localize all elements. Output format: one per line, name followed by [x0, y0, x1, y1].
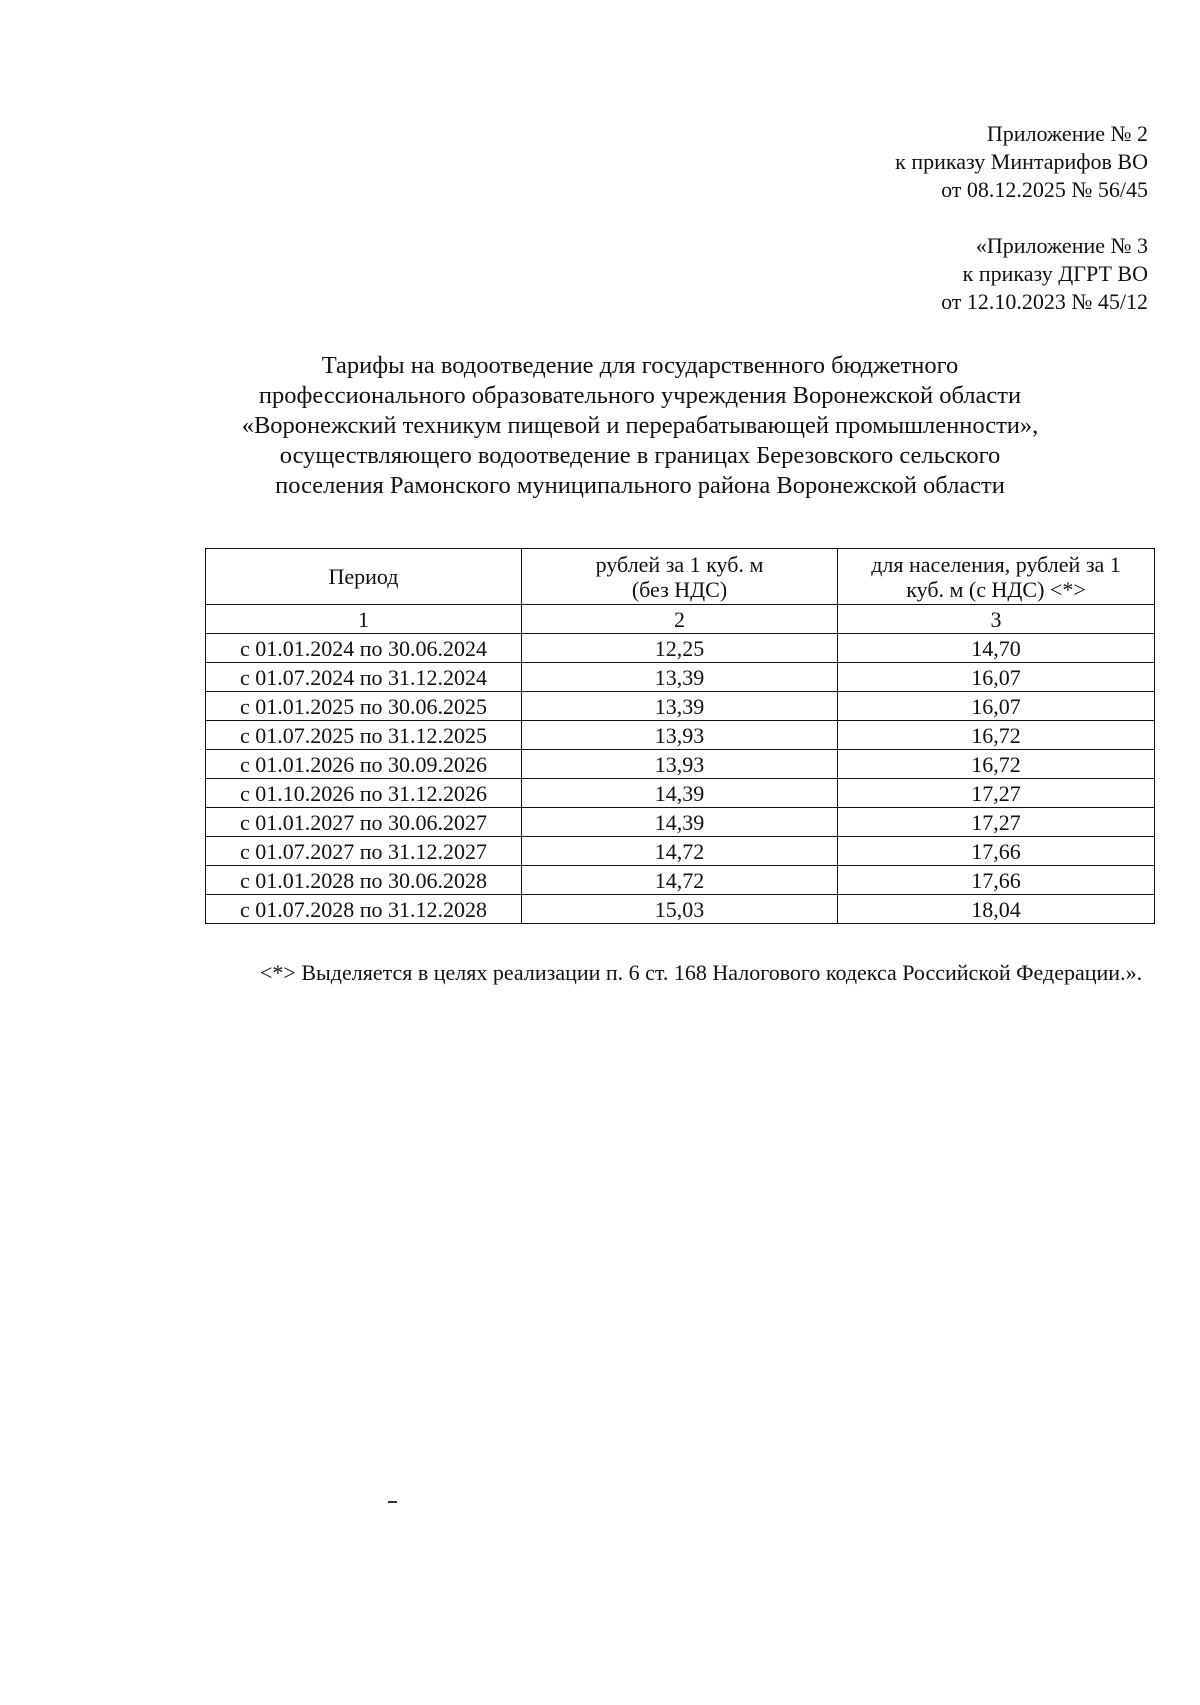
document-title [180, 351, 1100, 501]
header-rate-no-vat-line: рублей за 1 куб. м [595, 551, 764, 577]
table-row [206, 895, 1155, 924]
header-rate-no-vat [522, 549, 838, 605]
cell-period: с 01.01.2027 по 30.06.2027 [206, 808, 522, 837]
cell-no-vat: 14,72 [522, 837, 838, 866]
cell-period: с 01.01.2028 по 30.06.2028 [206, 866, 522, 895]
cell-population: 16,72 [838, 721, 1155, 750]
cell-population: 17,66 [838, 866, 1155, 895]
tariff-table [205, 548, 1155, 924]
table-row [206, 779, 1155, 808]
table-header-row [206, 549, 1155, 605]
annex-2-header [895, 120, 1148, 204]
cell-population: 17,27 [838, 779, 1155, 808]
cell-no-vat: 13,39 [522, 692, 838, 721]
title-line: профессионального образовательного учреждения Воронежской области [258, 382, 1022, 409]
title-line: осуществляющего водоотведение в границах Березовского сельского [279, 442, 1001, 469]
cell-population: 14,70 [838, 634, 1155, 663]
cell-period: с 01.01.2025 по 30.06.2025 [206, 692, 522, 721]
cell-population: 18,04 [838, 895, 1155, 924]
cell-no-vat: 12,25 [522, 634, 838, 663]
table-row [206, 692, 1155, 721]
annex-3-header [941, 232, 1148, 316]
cell-period: с 01.07.2027 по 31.12.2027 [206, 837, 522, 866]
annex-2-order: к приказу Минтарифов ВО [895, 149, 1148, 174]
column-number: 2 [522, 605, 838, 634]
table-row [206, 750, 1155, 779]
cell-population: 16,72 [838, 750, 1155, 779]
column-number: 1 [206, 605, 522, 634]
cell-population: 17,27 [838, 808, 1155, 837]
cell-no-vat: 13,93 [522, 721, 838, 750]
table-row [206, 634, 1155, 663]
annex-3-date: от 12.10.2023 № 45/12 [941, 289, 1148, 314]
header-rate-population-line: для населения, рублей за 1 [871, 551, 1121, 577]
header-period [206, 549, 522, 605]
table-row [206, 866, 1155, 895]
cell-period: с 01.07.2028 по 31.12.2028 [206, 895, 522, 924]
header-period-label: Период [328, 564, 399, 589]
title-line: «Воронежский техникум пищевой и перерабатывающей промышленности», [241, 412, 1039, 439]
column-number-row [206, 605, 1155, 634]
annex-2-date: от 08.12.2025 № 56/45 [941, 177, 1148, 202]
cell-no-vat: 15,03 [522, 895, 838, 924]
cell-period: с 01.10.2026 по 31.12.2026 [206, 779, 522, 808]
footnote: <*> Выделяется в целях реализации п. 6 ст. 168 Налогового кодекса Российской Федерации.». [260, 960, 1143, 985]
cell-period: с 01.01.2024 по 30.06.2024 [206, 634, 522, 663]
annex-3-order: к приказу ДГРТ ВО [962, 261, 1148, 286]
cell-no-vat: 14,39 [522, 808, 838, 837]
cell-population: 16,07 [838, 692, 1155, 721]
table-row [206, 808, 1155, 837]
cell-no-vat: 14,39 [522, 779, 838, 808]
header-rate-population-line: куб. м (с НДС) <*> [906, 576, 1086, 602]
cell-period: с 01.01.2026 по 30.09.2026 [206, 750, 522, 779]
title-line: поселения Рамонского муниципального района Воронежской области [275, 472, 1005, 499]
cell-no-vat: 13,93 [522, 750, 838, 779]
cell-no-vat: 14,72 [522, 866, 838, 895]
cell-period: с 01.07.2025 по 31.12.2025 [206, 721, 522, 750]
cell-period: с 01.07.2024 по 31.12.2024 [206, 663, 522, 692]
table-row [206, 721, 1155, 750]
annex-3-number: «Приложение № 3 [975, 233, 1148, 258]
cell-no-vat: 13,39 [522, 663, 838, 692]
column-number: 3 [838, 605, 1155, 634]
table-row [206, 837, 1155, 866]
annex-2-number: Приложение № 2 [986, 121, 1148, 146]
table-row [206, 663, 1155, 692]
cell-population: 17,66 [838, 837, 1155, 866]
scan-artifact-mark [388, 1501, 397, 1503]
cell-population: 16,07 [838, 663, 1155, 692]
header-rate-population [838, 549, 1155, 605]
title-line: Тарифы на водоотведение для государственного бюджетного [321, 352, 959, 379]
header-rate-no-vat-line: (без НДС) [631, 576, 728, 602]
